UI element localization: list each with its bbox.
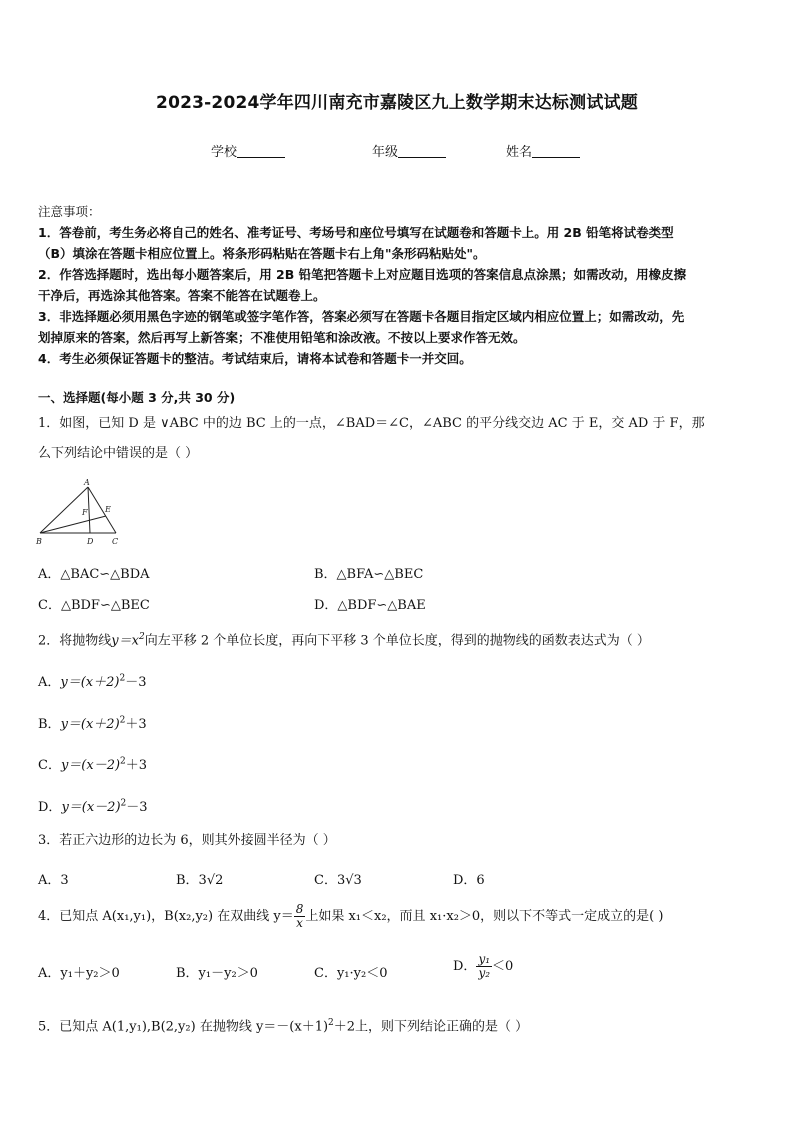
school-field[interactable] (211, 141, 285, 160)
q2-expr: y＝x (111, 633, 139, 649)
q4-option-d-fraction (476, 953, 492, 980)
q1-line2: 么下列结论中错误的是（ ） (38, 446, 199, 461)
label-e: E (105, 505, 111, 514)
label-c: C (112, 537, 119, 546)
q4-part2: 上如果 x₁＜x₂，而且 x₁·x₂＞0，则以下不等式一定成立的是( ) (305, 909, 664, 924)
question-4 (38, 903, 778, 930)
q3-option-b[interactable]: B．3√2 (176, 873, 224, 888)
q1-line1: 1．如图，已知 D 是 ∨ABC 中的边 BC 上的一点，∠BAD＝∠C，∠ABC 的平分线交边 AC 于 E，交 AD 于 F，那 (38, 416, 705, 431)
q2-option-d-label: D． (38, 800, 62, 815)
name-field[interactable] (506, 141, 580, 160)
q4-option-a[interactable]: A．y₁＋y₂＞0 (38, 966, 120, 981)
q2-option-a-expr: y＝(x＋2) (60, 675, 120, 690)
grade-field[interactable] (372, 141, 446, 160)
q2-option-c-expr: y＝(x－2) (60, 758, 121, 773)
q1-option-c[interactable]: C．△BDF∽△BEC (38, 598, 150, 613)
q4-option-d[interactable] (453, 953, 513, 980)
question-3: 3．若正六边形的边长为 6，则其外接圆半径为（ ） (38, 833, 336, 848)
q2-option-b-expr: y＝(x＋2) (60, 717, 120, 732)
q2-option-a[interactable] (38, 671, 147, 690)
q2-option-d-expr: y＝(x－2) (61, 800, 121, 815)
q2-option-c-label: C． (38, 758, 61, 773)
q4-option-c[interactable]: C．y₁·y₂＜0 (314, 966, 388, 981)
bisector-be (40, 516, 106, 533)
section-heading: 一、选择题(每小题 3 分,共 30 分) (38, 390, 236, 405)
triangle-figure (34, 478, 129, 548)
notice-line: 3．非选择题必须用黑色字迹的钢笔或签字笔作答，答案必须写在答题卡各题目指定区域内相应位置上；如需改动，先 (38, 309, 685, 324)
school-blank[interactable] (237, 145, 285, 158)
label-b: B (36, 537, 42, 546)
q2-option-c-tail: ＋3 (125, 758, 148, 773)
notice-line: 1．答卷前，考生务必将自己的姓名、准考证号、考场号和座位号填写在试题卷和答题卡上。用 2B 铅笔将试卷类型 (38, 225, 674, 240)
q2-pre: 2．将抛物线 (38, 633, 112, 649)
q2-option-a-exp: 2 (119, 673, 126, 684)
q2-option-d-tail: －3 (126, 800, 148, 815)
label-d: D (87, 537, 94, 546)
q4-part1: 4．已知点 A(x₁,y₁)，B(x₂,y₂) 在双曲线 y＝ (38, 909, 294, 924)
label-f: F (82, 508, 88, 517)
question-5 (38, 1013, 768, 1037)
name-blank[interactable] (532, 145, 580, 158)
q4-frac-den: x (296, 916, 303, 930)
label-a: A (84, 478, 90, 487)
q1-option-b[interactable]: B．△BFA∽△BEC (314, 567, 424, 582)
q2-option-a-tail: －3 (125, 675, 147, 690)
q2-option-b-tail: ＋3 (125, 717, 147, 732)
notice-block (38, 201, 762, 369)
q4-option-d-num: y₁ (478, 952, 491, 966)
q2-option-d-exp: 2 (120, 798, 127, 809)
q4-frac-num: 8 (295, 902, 304, 916)
school-label: 学校 (211, 145, 238, 160)
q2-option-c[interactable] (38, 754, 147, 773)
q5-exp: 2 (328, 1018, 334, 1028)
q1-option-d[interactable]: D．△BDF∽△BAE (314, 598, 426, 613)
q3-option-a[interactable]: A．3 (38, 873, 69, 888)
q4-option-d-den: y₂ (478, 966, 491, 980)
q2-option-b-label: B． (38, 717, 61, 732)
q1-option-a[interactable]: A．△BAC∽△BDA (38, 567, 150, 582)
q2-option-b-exp: 2 (119, 715, 126, 726)
grade-label: 年级 (372, 145, 399, 160)
q2-option-a-label: A． (38, 675, 61, 690)
q5-pre: 5．已知点 A(1,y₁),B(2,y₂) 在抛物线 y＝－(x＋1) (38, 1019, 329, 1035)
name-label: 姓名 (506, 145, 533, 160)
notice-line: 干净后，再选涂其他答案。答案不能答在试题卷上。 (38, 288, 326, 303)
notice-line: 划掉原来的答案，然后再写上新答案；不准使用铅笔和涂改液。不按以上要求作答无效。 (38, 330, 526, 345)
q2-option-b[interactable] (38, 713, 147, 732)
q4-option-d-label: D． (453, 959, 477, 974)
grade-blank[interactable] (398, 145, 446, 158)
edge-ac (88, 487, 116, 533)
q2-post: 向左平移 2 个单位长度，再向下平移 3 个单位长度，得到的抛物线的函数表达式为（ ） (144, 633, 650, 649)
page-title: 2023-2024学年四川南充市嘉陵区九上数学期末达标测试试题 (156, 93, 638, 113)
q3-option-c[interactable]: C．3√3 (314, 873, 362, 888)
q2-option-d[interactable] (38, 796, 148, 815)
notice-line: 2．作答选择题时，选出每小题答案后，用 2B 铅笔把答题卡上对应题目选项的答案信息点涂黑；如需改动，用橡皮擦 (38, 267, 687, 282)
notice-line: （B）填涂在答题卡相应位置上。将条形码粘贴在答题卡右上角"条形码粘贴处"。 (38, 246, 486, 261)
q4-option-b[interactable]: B．y₁－y₂＞0 (176, 966, 258, 981)
edge-ab (40, 487, 88, 533)
q4-option-d-tail: ＜0 (492, 959, 514, 974)
q2-option-c-exp: 2 (120, 756, 126, 767)
notice-line: 4．考生必须保证答题卡的整洁。考试结束后，请将本试卷和答题卡一并交回。 (38, 351, 472, 366)
question-2 (38, 627, 768, 651)
notice-heading: 注意事项： (38, 204, 101, 219)
q4-fraction (294, 903, 306, 930)
q2-exp: 2 (138, 632, 145, 642)
q5-post: ＋2上，则下列结论正确的是（ ） (333, 1019, 529, 1035)
question-1 (38, 414, 768, 464)
segment-ad (88, 487, 90, 533)
q3-option-d[interactable]: D．6 (453, 873, 485, 888)
